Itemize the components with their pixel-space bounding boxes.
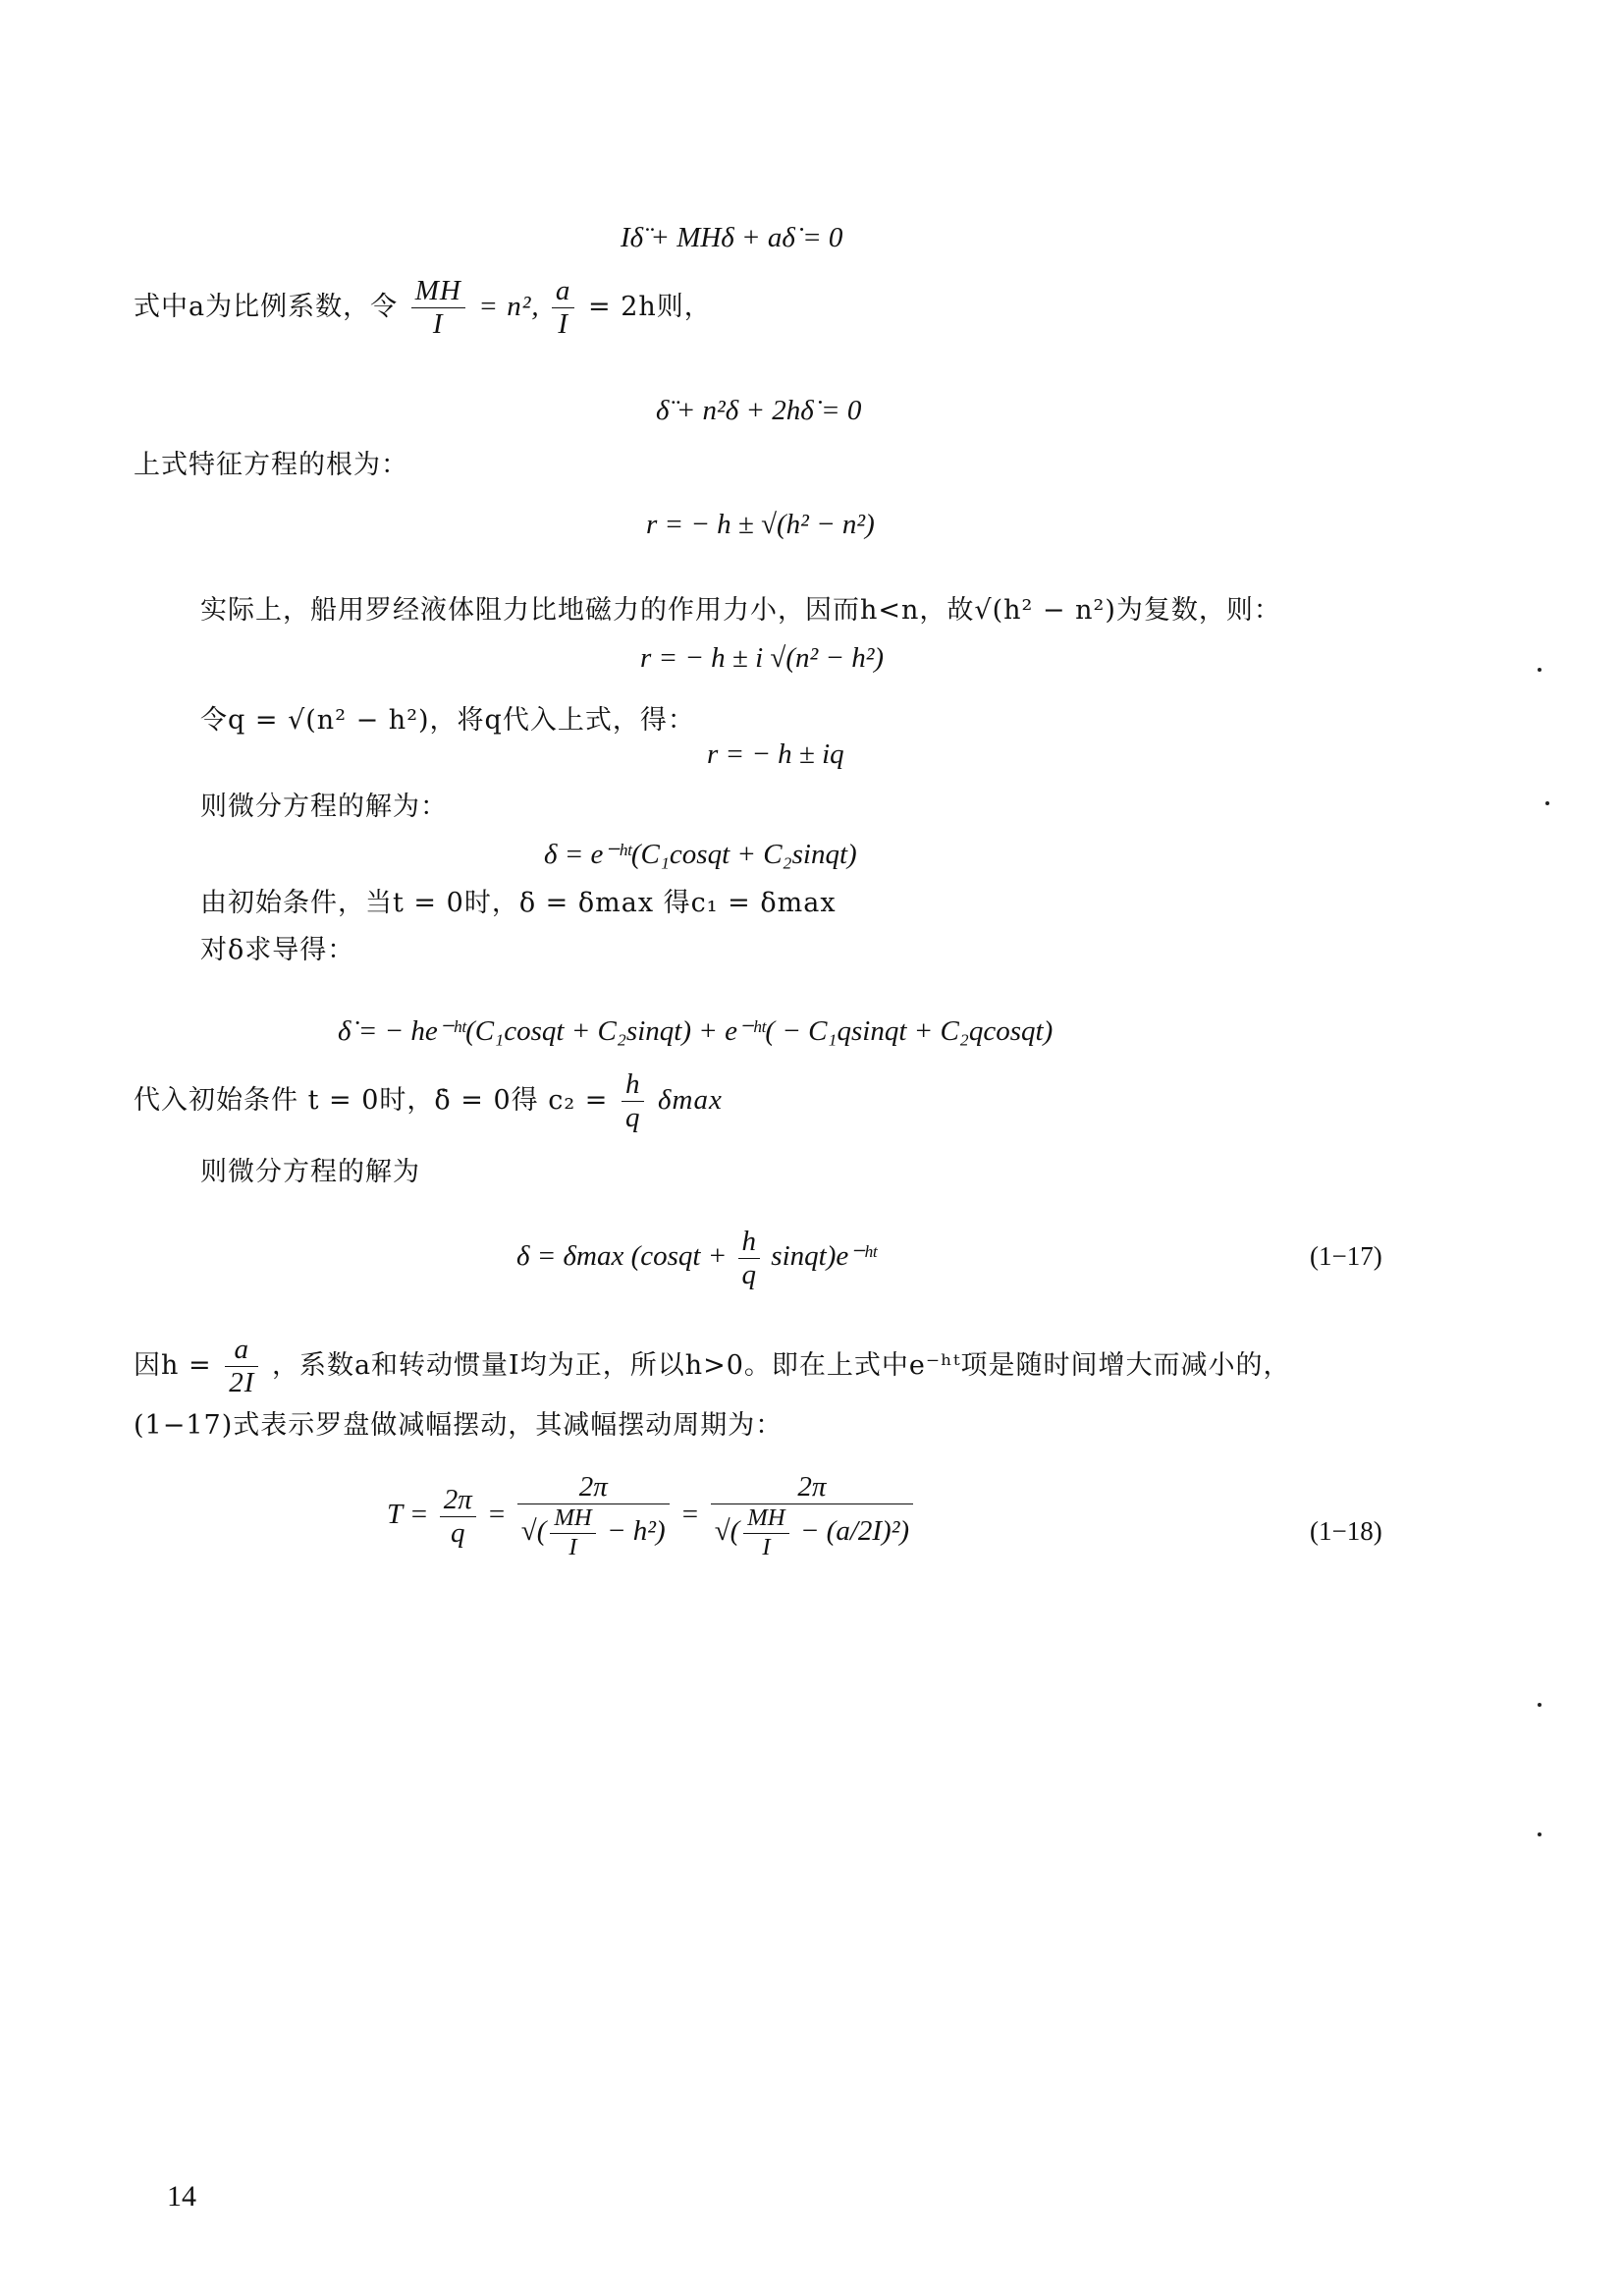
fraction-2pi-over-q: $\frac{2\pi}{q}$ <box>440 1486 476 1548</box>
equation-motion: Iδ̈ + MHδ + aδ̇ = 0 <box>621 222 843 253</box>
coefficient-definition-line: 式中a为比例系数，令 $\frac{MH}{I}$ = n², $\frac{a}{I}$ = 2h则， <box>134 275 712 340</box>
fraction-period-form-3: 2π √( $\frac{MH}{I}$ − (a/2I)²) <box>711 1473 913 1559</box>
equation-solution-general: δ = e⁻ʰᵗ(C₁cosqt + C₂sinqt) <box>544 839 857 870</box>
equation-r-iq: r = − h ± iq <box>707 738 844 770</box>
scan-speck <box>1538 668 1541 672</box>
equation-normalized: δ̈ + n²δ + 2hδ̇ = 0 <box>656 395 862 426</box>
equation-root: r = − h ± √(h² − n²) <box>646 509 875 540</box>
scan-speck <box>1538 1703 1541 1707</box>
characteristic-root-heading: 上式特征方程的根为： <box>134 450 408 480</box>
q-definition-line: 令q = √(n² − h²)，将q代入上式，得： <box>200 705 695 736</box>
paragraph-actual-condition: 实际上，船用罗经液体阻力比地磁力的作用力小，因而h<n，故√(h² − n²)为复数，则： <box>200 595 1281 626</box>
scan-speck <box>1545 801 1549 805</box>
fraction-a-over-2i: $\frac{a}{2I}$ <box>225 1336 258 1397</box>
equation-1-17: δ = δmax (cosqt + $\frac{h}{q}$ sinqt)e⁻ʰᵗ <box>516 1226 877 1290</box>
equation-complex-root: r = − h ± i √(n² − h²) <box>640 642 885 674</box>
fraction-period-form-2: 2π √( $\frac{MH}{I}$ − h²) <box>517 1473 670 1559</box>
solution-heading-2: 则微分方程的解为 <box>200 1157 420 1187</box>
equation-1-18: T = $\frac{2\pi}{q}$ = 2π √( $\frac{MH}{I}$ − h²) = 2π √( $\frac{MH}{I}$ − (a/2I)²) <box>387 1473 917 1559</box>
derivative-heading: 对δ求导得： <box>200 935 355 965</box>
fraction-h-over-q: $\frac{h}{q}$ <box>622 1070 645 1132</box>
solution-heading-1: 则微分方程的解为： <box>200 792 448 822</box>
paragraph-h-positive: 因h = $\frac{a}{2I}$ ，系数a和转动惯量I均为正，所以h>0。即在上式中e⁻ʰᵗ项是随时间增大而减小的， <box>134 1334 1291 1398</box>
initial-condition-line: 由初始条件，当t = 0时，δ = δmax 得c₁ = δmax <box>200 888 837 918</box>
fraction-mh-over-i: $\frac{MH}{I}$ <box>411 277 465 339</box>
scan-speck <box>1538 1832 1541 1836</box>
page-number: 14 <box>167 2180 196 2213</box>
fraction-a-over-i: $\frac{a}{I}$ <box>552 277 575 339</box>
paragraph-damped-period: (1−17)式表示罗盘做减幅摆动，其减幅摆动周期为： <box>134 1410 784 1441</box>
equation-number-1-17: (1−17) <box>1310 1241 1382 1271</box>
fraction-h-over-q-2: $\frac{h}{q}$ <box>738 1228 761 1289</box>
equation-derivative: δ̇ = − he⁻ʰᵗ(C₁cosqt + C₂sinqt) + e⁻ʰᵗ( − C₁qsinqt + C₂qcosqt) <box>338 1015 1054 1047</box>
substitution-line: 代入初始条件 t = 0时，δ̇ = 0得 c₂ = $\frac{h}{q}$ δmax <box>134 1068 723 1133</box>
equation-number-1-18: (1−18) <box>1310 1516 1382 1546</box>
